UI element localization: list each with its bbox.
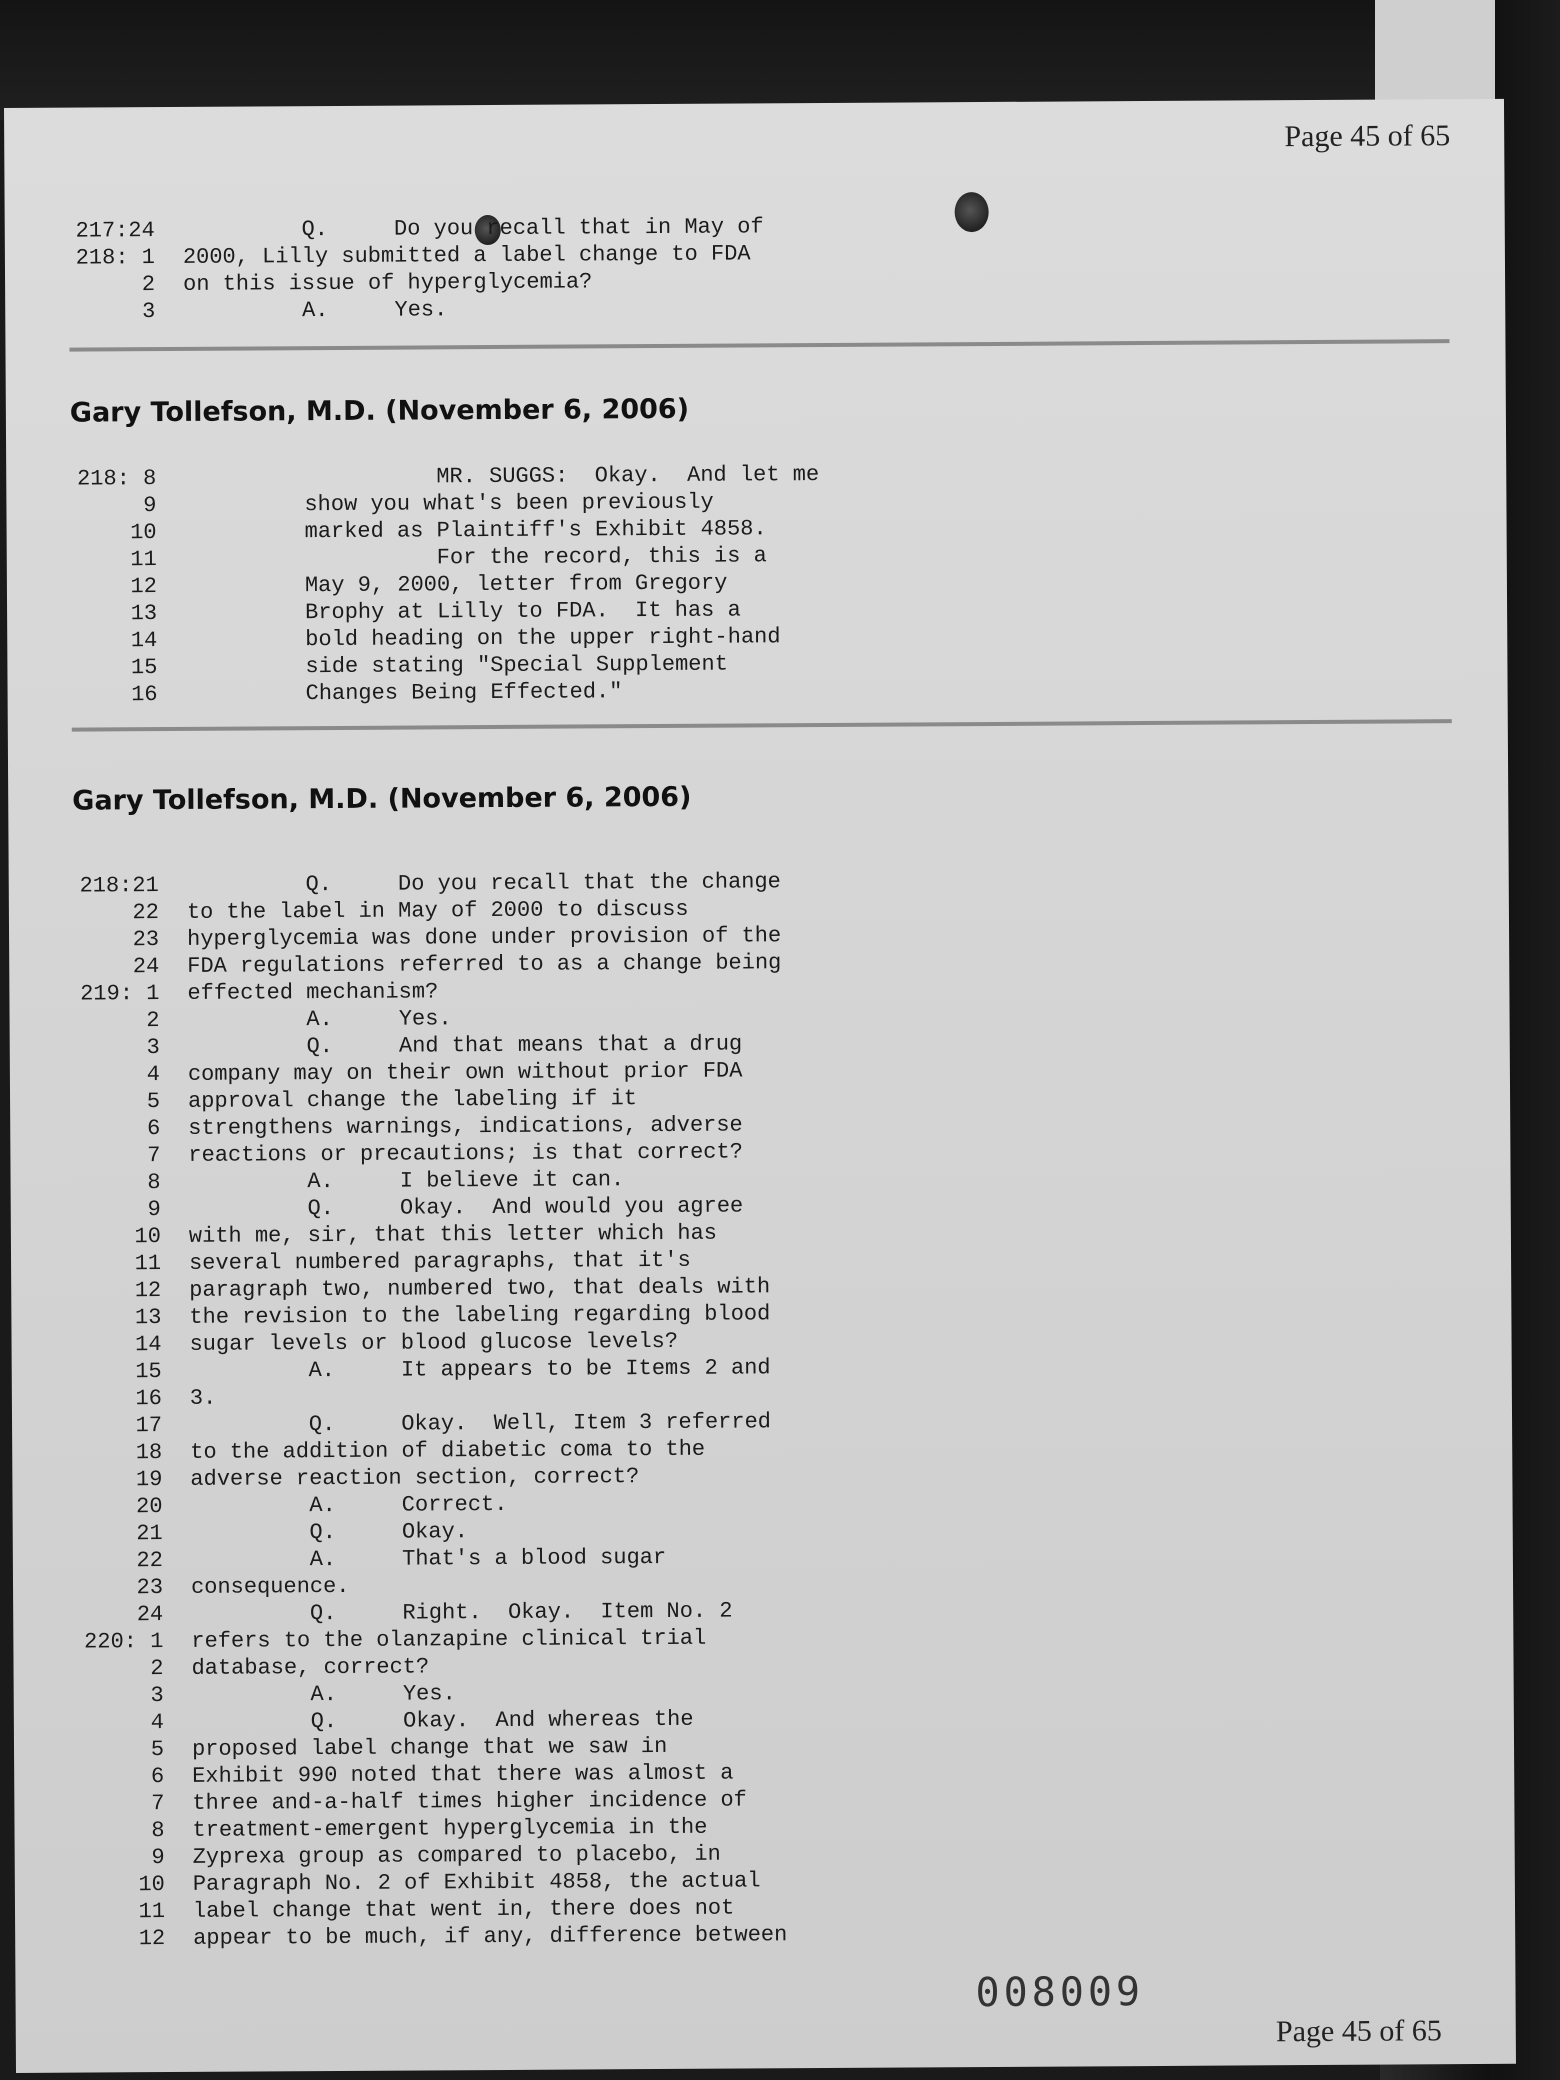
line-text: bold heading on the upper right-hand (305, 624, 781, 653)
line-number: 10 (138, 1872, 165, 1898)
page-number-top: Page 45 of 65 (1284, 119, 1451, 154)
section-heading-3: Gary Tollefson, M.D. (November 6, 2006) (72, 781, 692, 817)
line-number: 11 (130, 547, 157, 573)
line-number: 9 (151, 1845, 165, 1871)
line-text: Q. Okay. And would you agree (188, 1193, 744, 1222)
line-number: 219: 1 (80, 981, 160, 1007)
line-text: consequence. (190, 1573, 350, 1600)
line-text: refers to the olanzapine clinical trial (191, 1625, 707, 1654)
line-text: reactions or precautions; is that correct? (188, 1139, 743, 1168)
line-text: A. Correct. (190, 1491, 508, 1519)
line-number: 11 (134, 1251, 162, 1277)
line-number: 218: 8 (76, 466, 157, 492)
transcript-section-3 (67, 864, 1474, 1953)
line-number: 2 (146, 1008, 160, 1034)
line-number: 3 (150, 1683, 164, 1709)
line-text: Q. Right. Okay. Item No. 2 (191, 1598, 733, 1627)
line-number: 2 (150, 1656, 164, 1682)
line-number: 9 (147, 1197, 161, 1223)
line-text: approval change the labeling if it (187, 1086, 638, 1114)
line-text: A. It appears to be Items 2 and (189, 1355, 771, 1384)
line-number: 15 (135, 1359, 162, 1385)
section-divider (69, 339, 1449, 351)
line-number: 19 (135, 1467, 163, 1493)
line-number: 8 (151, 1818, 165, 1844)
line-number: 16 (131, 682, 158, 708)
line-number: 15 (130, 655, 158, 681)
line-text: Changes Being Effected." (305, 679, 623, 707)
line-text: Q. Okay. Well, Item 3 referred (189, 1409, 772, 1438)
line-number: 12 (138, 1926, 166, 1952)
line-number: 5 (146, 1089, 161, 1115)
line-text: Q. Okay. (190, 1519, 469, 1546)
line-number: 10 (130, 520, 157, 546)
line-text: May 9, 2000, letter from Gregory (304, 570, 728, 599)
line-number: 11 (138, 1899, 166, 1925)
transcript-section-2 (64, 457, 1465, 709)
line-number: 217:24 (75, 218, 155, 244)
line-text: hyperglycemia was done under provision of the (187, 923, 782, 952)
line-text: to the label in May of 2000 to discuss (186, 896, 689, 925)
line-number: 4 (150, 1710, 164, 1736)
line-number: 12 (134, 1278, 162, 1304)
line-text: Zyprexa group as compared to placebo, in (192, 1841, 721, 1870)
line-text: effected mechanism? (187, 979, 439, 1006)
line-text: show you what's been previously (304, 489, 714, 518)
line-number: 24 (136, 1602, 164, 1628)
line-text: Brophy at Lilly to FDA. It has a (305, 597, 741, 626)
line-number: 14 (130, 628, 158, 654)
line-number: 7 (147, 1143, 161, 1169)
line-text: appear to be much, if any, difference between (193, 1922, 788, 1951)
line-text: company may on their own without prior FDA (187, 1058, 743, 1087)
line-number: 22 (132, 900, 159, 926)
line-text: Q. Do you recall that in May of (182, 214, 764, 243)
line-text: strengthens warnings, indications, adverse (188, 1112, 743, 1141)
line-text: Q. Do you recall that the change (186, 869, 781, 898)
line-text: 2000, Lilly submitted a label change to FDA (182, 241, 751, 270)
line-text: proposed label change that we saw in (191, 1733, 668, 1762)
line-text: database, correct? (191, 1654, 430, 1681)
line-text: MR. SUGGS: Okay. And let me (304, 462, 820, 491)
line-number: 218: 1 (75, 245, 155, 271)
line-text: For the record, this is a (304, 543, 767, 572)
line-text: sugar levels or blood glucose levels? (189, 1328, 679, 1357)
line-number: 13 (134, 1305, 162, 1331)
line-number: 4 (146, 1062, 160, 1088)
line-text: with me, sir, that this letter which has (188, 1220, 718, 1249)
line-text: side stating "Special Supplement (305, 651, 728, 680)
line-number: 23 (132, 927, 160, 953)
document-page (4, 99, 1516, 2073)
page-number-bottom: Page 45 of 65 (1275, 2014, 1442, 2049)
line-number: 8 (147, 1170, 161, 1196)
line-number: 16 (135, 1386, 162, 1412)
line-number: 14 (135, 1332, 162, 1358)
line-number: 3 (146, 1035, 160, 1061)
line-number: 22 (136, 1548, 163, 1574)
line-text: A. Yes. (183, 297, 448, 324)
transcript-section-1 (63, 209, 1464, 326)
line-text: adverse reaction section, correct? (190, 1464, 640, 1492)
line-text: on this issue of hyperglycemia? (183, 269, 593, 297)
line-text: three and-a-half times higher incidence of (192, 1787, 747, 1816)
line-text: the revision to the labeling regarding blood (189, 1301, 771, 1330)
line-number: 3 (141, 299, 156, 325)
line-number: 20 (136, 1494, 163, 1520)
line-text: several numbered paragraphs, that it's (188, 1247, 691, 1276)
line-number: 6 (146, 1116, 161, 1142)
line-text: to the addition of diabetic coma to the (190, 1436, 706, 1465)
bates-number: 008009 (975, 1969, 1145, 2017)
line-text: 3. (189, 1385, 217, 1411)
line-number: 10 (134, 1224, 161, 1250)
line-text: marked as Plaintiff's Exhibit 4858. (304, 516, 767, 545)
line-number: 5 (150, 1737, 165, 1763)
line-text: A. That's a blood sugar (190, 1544, 667, 1573)
line-text: Q. Okay. And whereas the (191, 1706, 694, 1735)
line-number: 7 (151, 1791, 165, 1817)
line-number: 218:21 (79, 873, 159, 899)
line-text: paragraph two, numbered two, that deals with (189, 1274, 771, 1303)
line-text: FDA regulations referred to as a change being (187, 950, 782, 979)
line-text: Exhibit 990 noted that there was almost a (192, 1760, 734, 1789)
line-number: 18 (135, 1440, 163, 1466)
line-number: 6 (150, 1764, 165, 1790)
line-number: 24 (132, 954, 160, 980)
line-number: 13 (130, 601, 158, 627)
section-divider (72, 719, 1452, 731)
line-number: 2 (141, 272, 156, 298)
section-heading-2: Gary Tollefson, M.D. (November 6, 2006) (69, 393, 690, 429)
line-text: Paragraph No. 2 of Exhibit 4858, the actual (192, 1868, 761, 1897)
line-text: A. Yes. (191, 1681, 456, 1708)
line-number: 21 (136, 1521, 163, 1547)
line-text: Q. And that means that a drug (187, 1031, 743, 1060)
line-text: treatment-emergent hyperglycemia in the (192, 1814, 708, 1843)
line-number: 220: 1 (84, 1629, 164, 1655)
line-number: 23 (136, 1575, 164, 1601)
line-text: A. Yes. (187, 1006, 452, 1033)
line-number: 17 (135, 1413, 163, 1439)
line-text: label change that went in, there does not (192, 1895, 735, 1924)
line-number: 9 (143, 493, 157, 519)
line-text: A. I believe it can. (188, 1167, 625, 1195)
line-number: 12 (130, 574, 158, 600)
